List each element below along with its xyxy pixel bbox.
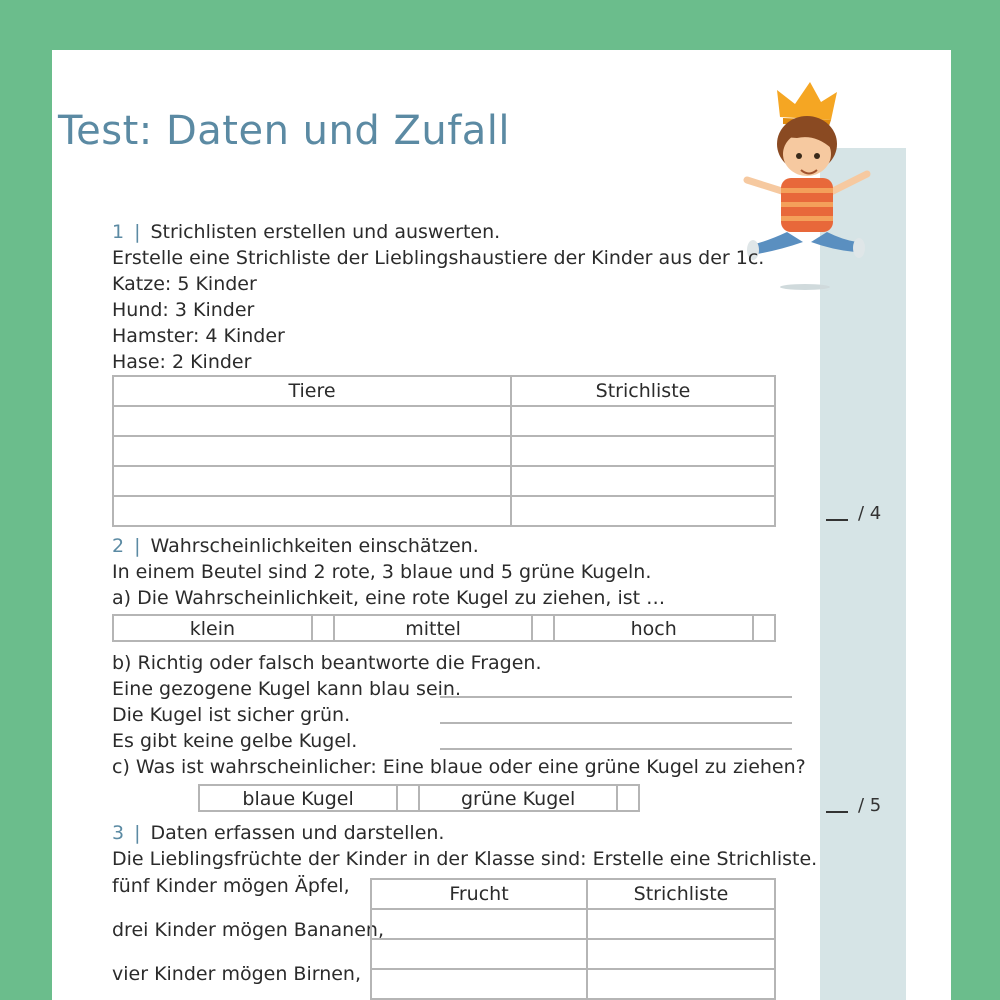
task3-heading-text: Daten erfassen und darstellen. — [150, 822, 445, 844]
task3-item: vier Kinder mögen Birnen, — [112, 963, 362, 985]
probability-choice-row — [112, 614, 776, 642]
table-cell[interactable] — [511, 406, 775, 436]
task2-question-b: b) Richtig oder falsch beantworte die Fragen. — [112, 652, 542, 674]
table-cell[interactable] — [587, 969, 775, 999]
table-cell[interactable] — [587, 909, 775, 939]
score-blank[interactable] — [826, 811, 848, 813]
option-klein: klein — [114, 616, 313, 640]
table-cell[interactable] — [371, 909, 587, 939]
task1-item: Hund: 3 Kinder — [112, 299, 255, 321]
option-mittel: mittel — [335, 616, 534, 640]
task1-instruction: Erstelle eine Strichliste der Lieblingshaustiere der Kinder aus der 1c. — [112, 247, 765, 269]
score-blank[interactable] — [826, 519, 848, 521]
true-false-statement: Die Kugel ist sicher grün. — [112, 704, 351, 726]
table-cell[interactable] — [113, 496, 511, 526]
task2-question-a: a) Die Wahrscheinlichkeit, eine rote Kugel zu ziehen, ist … — [112, 587, 666, 609]
answer-line[interactable] — [440, 748, 792, 750]
option-hoch: hoch — [555, 616, 754, 640]
task1-score — [826, 503, 881, 524]
table-cell[interactable] — [113, 436, 511, 466]
task1-separator: | — [134, 221, 141, 243]
task2-separator: | — [134, 535, 141, 557]
task3-item: fünf Kinder mögen Äpfel, — [112, 875, 350, 897]
task3-separator: | — [134, 822, 141, 844]
task2-number: 2 — [112, 535, 125, 557]
option-blaue-kugel: blaue Kugel — [200, 786, 398, 810]
task2-heading — [112, 534, 479, 558]
table-cell[interactable] — [113, 406, 511, 436]
task2-question-c: c) Was ist wahrscheinlicher: Eine blaue oder eine grüne Kugel zu ziehen? — [112, 756, 806, 778]
answer-line[interactable] — [440, 696, 792, 698]
pet-tally-table — [112, 375, 776, 527]
table-cell[interactable] — [371, 969, 587, 999]
checkbox-blaue-kugel[interactable] — [398, 786, 420, 810]
task2-heading-text: Wahrscheinlichkeiten einschätzen. — [150, 535, 479, 557]
checkbox-mittel[interactable] — [533, 616, 555, 640]
likelihood-choice-row — [198, 784, 640, 812]
table-header-tiere: Tiere — [113, 376, 511, 406]
task1-heading-text: Strichlisten erstellen und auswerten. — [150, 221, 501, 243]
task1-item: Hamster: 4 Kinder — [112, 325, 285, 347]
task2-intro: In einem Beutel sind 2 rote, 3 blaue und 5 grüne Kugeln. — [112, 561, 652, 583]
table-header-strichliste: Strichliste — [511, 376, 775, 406]
table-cell[interactable] — [371, 939, 587, 969]
task1-number: 1 — [112, 221, 125, 243]
answer-line[interactable] — [440, 722, 792, 724]
table-cell[interactable] — [511, 466, 775, 496]
table-cell[interactable] — [511, 496, 775, 526]
task1-item: Katze: 5 Kinder — [112, 273, 257, 295]
table-header-frucht: Frucht — [371, 879, 587, 909]
fruit-tally-table — [370, 878, 776, 1000]
task3-number: 3 — [112, 822, 125, 844]
task1-score-max: / 4 — [858, 503, 882, 524]
checkbox-hoch[interactable] — [754, 616, 774, 640]
table-cell[interactable] — [511, 436, 775, 466]
checkbox-gruene-kugel[interactable] — [618, 786, 638, 810]
true-false-statement: Eine gezogene Kugel kann blau sein. — [112, 678, 461, 700]
task3-item: drei Kinder mögen Bananen, — [112, 919, 384, 941]
task2-score-max: / 5 — [858, 795, 882, 816]
task1-item: Hase: 2 Kinder — [112, 351, 252, 373]
option-gruene-kugel: grüne Kugel — [420, 786, 618, 810]
table-cell[interactable] — [113, 466, 511, 496]
table-cell[interactable] — [587, 939, 775, 969]
task2-score — [826, 795, 881, 816]
checkbox-klein[interactable] — [313, 616, 335, 640]
task3-instruction: Die Lieblingsfrüchte der Kinder in der Klasse sind: Erstelle eine Strichliste. — [112, 848, 818, 870]
page-title: Test: Daten und Zufall — [58, 108, 511, 154]
task3-heading — [112, 821, 444, 845]
table-header-strichliste: Strichliste — [587, 879, 775, 909]
task1-heading — [112, 220, 500, 244]
true-false-statement: Es gibt keine gelbe Kugel. — [112, 730, 358, 752]
